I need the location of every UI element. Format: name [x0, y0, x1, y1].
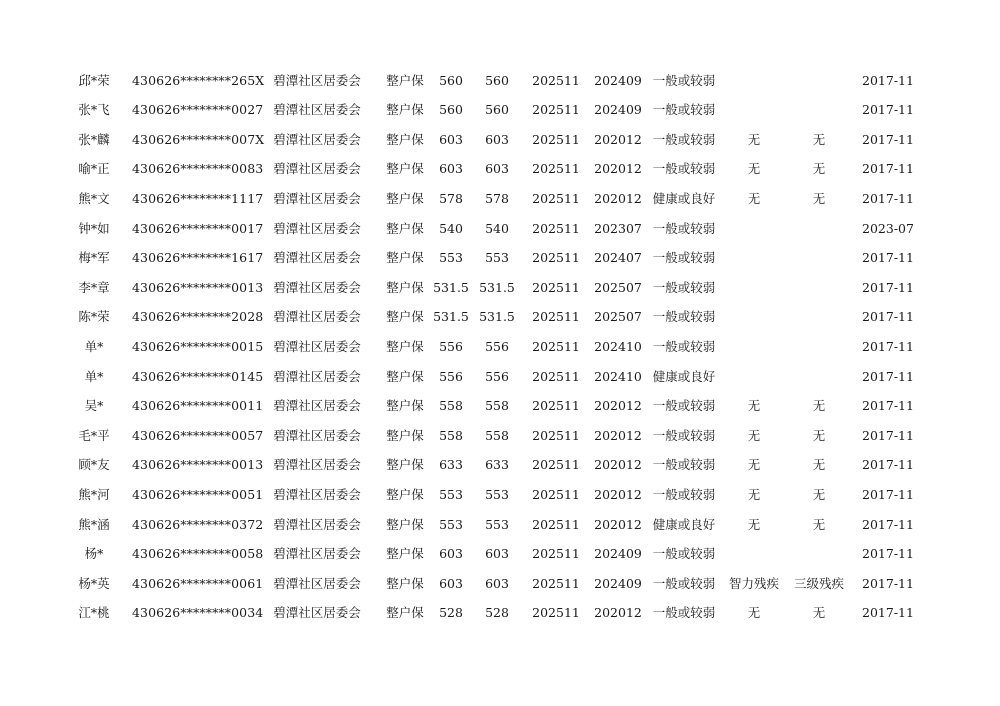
- cell-id-number: 430626********0015: [132, 338, 264, 354]
- cell-disability-level: [786, 214, 852, 244]
- cell-organization: 碧潭社区居委会: [273, 102, 361, 118]
- table-row: [0, 273, 1000, 303]
- cell-date: 2017-11: [862, 161, 914, 177]
- cell-amount-2: 553: [485, 516, 509, 532]
- cell-date: 2017-11: [862, 486, 914, 502]
- cell-support-type: 整户保: [386, 368, 424, 384]
- cell-amount-2: 531.5: [479, 309, 515, 325]
- cell-support-type: 整户保: [386, 605, 424, 621]
- cell-date: 2023-07: [862, 220, 914, 236]
- cell-id-number: 430626********0057: [132, 427, 264, 443]
- table-row: [0, 510, 1000, 540]
- cell-id-number: 430626********0017: [132, 220, 264, 236]
- cell-amount-1: 558: [439, 427, 463, 443]
- cell-disability-level: [786, 332, 852, 362]
- cell-organization: 碧潭社区居委会: [273, 368, 361, 384]
- cell-name: 喻*正: [78, 161, 110, 177]
- cell-amount-2: 603: [485, 575, 509, 591]
- cell-organization: 碧潭社区居委会: [273, 575, 361, 591]
- table-row: [0, 154, 1000, 184]
- cell-period-2: 202410: [594, 338, 642, 354]
- cell-health: 一般或较弱: [652, 546, 716, 562]
- cell-disability: 无: [747, 131, 761, 147]
- cell-name: 陈*荣: [78, 309, 110, 325]
- cell-id-number: 430626********1117: [132, 190, 264, 206]
- cell-amount-1: 603: [439, 131, 463, 147]
- cell-amount-2: 540: [485, 220, 509, 236]
- cell-amount-2: 528: [485, 605, 509, 621]
- cell-disability: [722, 539, 786, 569]
- cell-amount-1: 603: [439, 575, 463, 591]
- table-row: [0, 243, 1000, 273]
- cell-disability-level: [786, 243, 852, 273]
- cell-health: 一般或较弱: [652, 457, 716, 473]
- cell-date: 2017-11: [862, 72, 914, 88]
- table-row: [0, 569, 1000, 599]
- cell-amount-1: 531.5: [433, 309, 469, 325]
- cell-amount-1: 531.5: [433, 279, 469, 295]
- cell-amount-1: 556: [439, 338, 463, 354]
- cell-support-type: 整户保: [386, 398, 424, 414]
- cell-period-1: 202511: [532, 131, 580, 147]
- cell-date: 2017-11: [862, 102, 914, 118]
- cell-date: 2017-11: [862, 131, 914, 147]
- cell-period-2: 202012: [594, 516, 642, 532]
- cell-amount-1: 556: [439, 368, 463, 384]
- cell-amount-1: 603: [439, 161, 463, 177]
- cell-organization: 碧潭社区居委会: [273, 338, 361, 354]
- cell-id-number: 430626********0034: [132, 605, 264, 621]
- cell-support-type: 整户保: [386, 546, 424, 562]
- cell-support-type: 整户保: [386, 72, 424, 88]
- cell-disability: 无: [747, 427, 761, 443]
- cell-amount-2: 553: [485, 250, 509, 266]
- cell-amount-1: 560: [439, 72, 463, 88]
- cell-amount-2: 531.5: [479, 279, 515, 295]
- cell-amount-1: 558: [439, 398, 463, 414]
- cell-date: 2017-11: [862, 516, 914, 532]
- cell-organization: 碧潭社区居委会: [273, 605, 361, 621]
- cell-amount-2: 556: [485, 368, 509, 384]
- table-row: [0, 598, 1000, 628]
- cell-amount-2: 558: [485, 427, 509, 443]
- cell-disability-level: 无: [812, 486, 826, 502]
- cell-organization: 碧潭社区居委会: [273, 220, 361, 236]
- cell-health: 一般或较弱: [652, 486, 716, 502]
- cell-organization: 碧潭社区居委会: [273, 161, 361, 177]
- table-row: [0, 480, 1000, 510]
- cell-health: 一般或较弱: [652, 279, 716, 295]
- cell-disability: [722, 332, 786, 362]
- cell-amount-1: 603: [439, 546, 463, 562]
- cell-period-2: 202012: [594, 605, 642, 621]
- cell-period-2: 202012: [594, 161, 642, 177]
- cell-organization: 碧潭社区居委会: [273, 72, 361, 88]
- cell-period-2: 202012: [594, 457, 642, 473]
- cell-id-number: 430626********0051: [132, 486, 264, 502]
- cell-health: 一般或较弱: [652, 102, 716, 118]
- cell-disability-level: 无: [812, 457, 826, 473]
- cell-amount-1: 540: [439, 220, 463, 236]
- cell-health: 一般或较弱: [652, 605, 716, 621]
- cell-disability-level: [786, 362, 852, 392]
- cell-disability: [722, 214, 786, 244]
- cell-disability-level: [786, 302, 852, 332]
- table-row: [0, 95, 1000, 125]
- cell-disability-level: 无: [812, 516, 826, 532]
- cell-organization: 碧潭社区居委会: [273, 546, 361, 562]
- cell-period-2: 202012: [594, 131, 642, 147]
- cell-name: 杨*: [84, 546, 104, 562]
- cell-health: 一般或较弱: [652, 250, 716, 266]
- cell-name: 梅*军: [78, 250, 110, 266]
- cell-amount-2: 560: [485, 102, 509, 118]
- table-row: [0, 539, 1000, 569]
- cell-period-1: 202511: [532, 102, 580, 118]
- cell-period-1: 202511: [532, 279, 580, 295]
- cell-amount-1: 528: [439, 605, 463, 621]
- cell-period-1: 202511: [532, 605, 580, 621]
- cell-disability: [722, 66, 786, 96]
- cell-amount-2: 603: [485, 131, 509, 147]
- cell-period-2: 202507: [594, 279, 642, 295]
- cell-name: 张*麟: [78, 131, 110, 147]
- cell-disability: 无: [747, 605, 761, 621]
- cell-period-2: 202409: [594, 72, 642, 88]
- cell-health: 一般或较弱: [652, 72, 716, 88]
- cell-disability-level: 无: [812, 190, 826, 206]
- cell-period-2: 202012: [594, 427, 642, 443]
- cell-period-2: 202307: [594, 220, 642, 236]
- cell-amount-2: 603: [485, 546, 509, 562]
- cell-organization: 碧潭社区居委会: [273, 279, 361, 295]
- cell-name: 熊*涵: [78, 516, 110, 532]
- cell-id-number: 430626********0011: [132, 398, 264, 414]
- cell-health: 健康或良好: [652, 190, 716, 206]
- table-row: [0, 125, 1000, 155]
- cell-organization: 碧潭社区居委会: [273, 427, 361, 443]
- cell-name: 单*: [84, 338, 104, 354]
- cell-id-number: 430626********0058: [132, 546, 264, 562]
- cell-support-type: 整户保: [386, 457, 424, 473]
- cell-period-1: 202511: [532, 309, 580, 325]
- cell-organization: 碧潭社区居委会: [273, 190, 361, 206]
- cell-period-1: 202511: [532, 575, 580, 591]
- cell-period-1: 202511: [532, 457, 580, 473]
- cell-amount-1: 633: [439, 457, 463, 473]
- cell-name: 钟*如: [78, 220, 110, 236]
- cell-id-number: 430626********0027: [132, 102, 264, 118]
- cell-period-1: 202511: [532, 250, 580, 266]
- cell-organization: 碧潭社区居委会: [273, 398, 361, 414]
- cell-date: 2017-11: [862, 338, 914, 354]
- cell-support-type: 整户保: [386, 190, 424, 206]
- cell-period-1: 202511: [532, 190, 580, 206]
- cell-health: 一般或较弱: [652, 220, 716, 236]
- cell-name: 张*飞: [78, 102, 110, 118]
- cell-disability-level: [786, 66, 852, 96]
- cell-health: 一般或较弱: [652, 309, 716, 325]
- cell-support-type: 整户保: [386, 486, 424, 502]
- cell-period-2: 202409: [594, 546, 642, 562]
- cell-organization: 碧潭社区居委会: [273, 486, 361, 502]
- cell-name: 熊*文: [78, 190, 110, 206]
- cell-support-type: 整户保: [386, 279, 424, 295]
- cell-amount-1: 553: [439, 516, 463, 532]
- table-row: [0, 302, 1000, 332]
- cell-amount-2: 560: [485, 72, 509, 88]
- cell-organization: 碧潭社区居委会: [273, 131, 361, 147]
- cell-amount-1: 553: [439, 486, 463, 502]
- cell-period-1: 202511: [532, 427, 580, 443]
- cell-support-type: 整户保: [386, 250, 424, 266]
- cell-period-1: 202511: [532, 220, 580, 236]
- cell-organization: 碧潭社区居委会: [273, 250, 361, 266]
- cell-disability-level: [786, 273, 852, 303]
- cell-name: 杨*英: [78, 575, 110, 591]
- cell-disability: 无: [747, 457, 761, 473]
- cell-period-1: 202511: [532, 546, 580, 562]
- table-row: [0, 362, 1000, 392]
- table-row: [0, 421, 1000, 451]
- cell-health: 一般或较弱: [652, 131, 716, 147]
- cell-disability: 无: [747, 516, 761, 532]
- cell-disability: [722, 243, 786, 273]
- cell-name: 邱*荣: [78, 72, 110, 88]
- cell-organization: 碧潭社区居委会: [273, 457, 361, 473]
- cell-disability: [722, 273, 786, 303]
- cell-amount-2: 603: [485, 161, 509, 177]
- cell-amount-2: 633: [485, 457, 509, 473]
- cell-id-number: 430626********0083: [132, 161, 264, 177]
- cell-organization: 碧潭社区居委会: [273, 516, 361, 532]
- cell-amount-2: 556: [485, 338, 509, 354]
- cell-date: 2017-11: [862, 250, 914, 266]
- cell-id-number: 430626********1617: [132, 250, 264, 266]
- cell-support-type: 整户保: [386, 309, 424, 325]
- cell-health: 健康或良好: [652, 516, 716, 532]
- cell-amount-2: 558: [485, 398, 509, 414]
- table-row: [0, 391, 1000, 421]
- cell-disability: 无: [747, 486, 761, 502]
- cell-period-1: 202511: [532, 486, 580, 502]
- cell-id-number: 430626********265X: [132, 72, 265, 88]
- cell-id-number: 430626********0145: [132, 368, 264, 384]
- cell-health: 一般或较弱: [652, 338, 716, 354]
- cell-disability: 无: [747, 190, 761, 206]
- cell-support-type: 整户保: [386, 220, 424, 236]
- cell-disability-level: 无: [812, 161, 826, 177]
- cell-period-1: 202511: [532, 516, 580, 532]
- cell-amount-1: 578: [439, 190, 463, 206]
- cell-name: 熊*河: [78, 486, 110, 502]
- cell-amount-1: 553: [439, 250, 463, 266]
- cell-date: 2017-11: [862, 427, 914, 443]
- cell-id-number: 430626********0013: [132, 279, 264, 295]
- cell-period-2: 202012: [594, 190, 642, 206]
- cell-period-1: 202511: [532, 72, 580, 88]
- cell-period-2: 202012: [594, 486, 642, 502]
- cell-disability: [722, 95, 786, 125]
- cell-id-number: 430626********007X: [132, 131, 265, 147]
- cell-amount-2: 578: [485, 190, 509, 206]
- cell-period-1: 202511: [532, 398, 580, 414]
- cell-date: 2017-11: [862, 605, 914, 621]
- cell-period-2: 202409: [594, 575, 642, 591]
- cell-period-2: 202409: [594, 102, 642, 118]
- cell-id-number: 430626********2028: [132, 309, 264, 325]
- cell-date: 2017-11: [862, 457, 914, 473]
- cell-period-1: 202511: [532, 368, 580, 384]
- cell-date: 2017-11: [862, 398, 914, 414]
- cell-disability-level: [786, 539, 852, 569]
- cell-date: 2017-11: [862, 309, 914, 325]
- cell-name: 李*章: [78, 279, 110, 295]
- cell-disability: 无: [747, 398, 761, 414]
- cell-health: 一般或较弱: [652, 575, 716, 591]
- cell-disability: 无: [747, 161, 761, 177]
- cell-date: 2017-11: [862, 368, 914, 384]
- cell-period-2: 202507: [594, 309, 642, 325]
- cell-support-type: 整户保: [386, 338, 424, 354]
- cell-id-number: 430626********0061: [132, 575, 264, 591]
- cell-name: 毛*平: [78, 427, 110, 443]
- cell-disability: [722, 362, 786, 392]
- cell-name: 江*桃: [78, 605, 110, 621]
- cell-support-type: 整户保: [386, 102, 424, 118]
- cell-health: 健康或良好: [652, 368, 716, 384]
- table-row: [0, 184, 1000, 214]
- cell-date: 2017-11: [862, 279, 914, 295]
- table-row: [0, 450, 1000, 480]
- cell-id-number: 430626********0372: [132, 516, 264, 532]
- cell-period-1: 202511: [532, 161, 580, 177]
- cell-name: 单*: [84, 368, 104, 384]
- cell-health: 一般或较弱: [652, 398, 716, 414]
- cell-disability-level: [786, 95, 852, 125]
- cell-support-type: 整户保: [386, 575, 424, 591]
- cell-health: 一般或较弱: [652, 427, 716, 443]
- cell-support-type: 整户保: [386, 516, 424, 532]
- cell-disability: 智力残疾: [728, 575, 779, 591]
- table-row: [0, 66, 1000, 96]
- cell-date: 2017-11: [862, 190, 914, 206]
- cell-name: 吴*: [84, 398, 104, 414]
- cell-period-2: 202407: [594, 250, 642, 266]
- cell-support-type: 整户保: [386, 161, 424, 177]
- cell-disability-level: 无: [812, 605, 826, 621]
- cell-id-number: 430626********0013: [132, 457, 264, 473]
- cell-period-2: 202012: [594, 398, 642, 414]
- table-row: [0, 332, 1000, 362]
- table-row: [0, 214, 1000, 244]
- cell-disability-level: 无: [812, 131, 826, 147]
- cell-disability-level: 无: [812, 398, 826, 414]
- cell-period-2: 202410: [594, 368, 642, 384]
- cell-amount-1: 560: [439, 102, 463, 118]
- cell-disability: [722, 302, 786, 332]
- cell-date: 2017-11: [862, 575, 914, 591]
- cell-disability-level: 无: [812, 427, 826, 443]
- cell-date: 2017-11: [862, 546, 914, 562]
- cell-health: 一般或较弱: [652, 161, 716, 177]
- cell-disability-level: 三级残疾: [793, 575, 844, 591]
- cell-support-type: 整户保: [386, 427, 424, 443]
- cell-support-type: 整户保: [386, 131, 424, 147]
- cell-organization: 碧潭社区居委会: [273, 309, 361, 325]
- cell-amount-2: 553: [485, 486, 509, 502]
- cell-period-1: 202511: [532, 338, 580, 354]
- cell-name: 顾*友: [78, 457, 110, 473]
